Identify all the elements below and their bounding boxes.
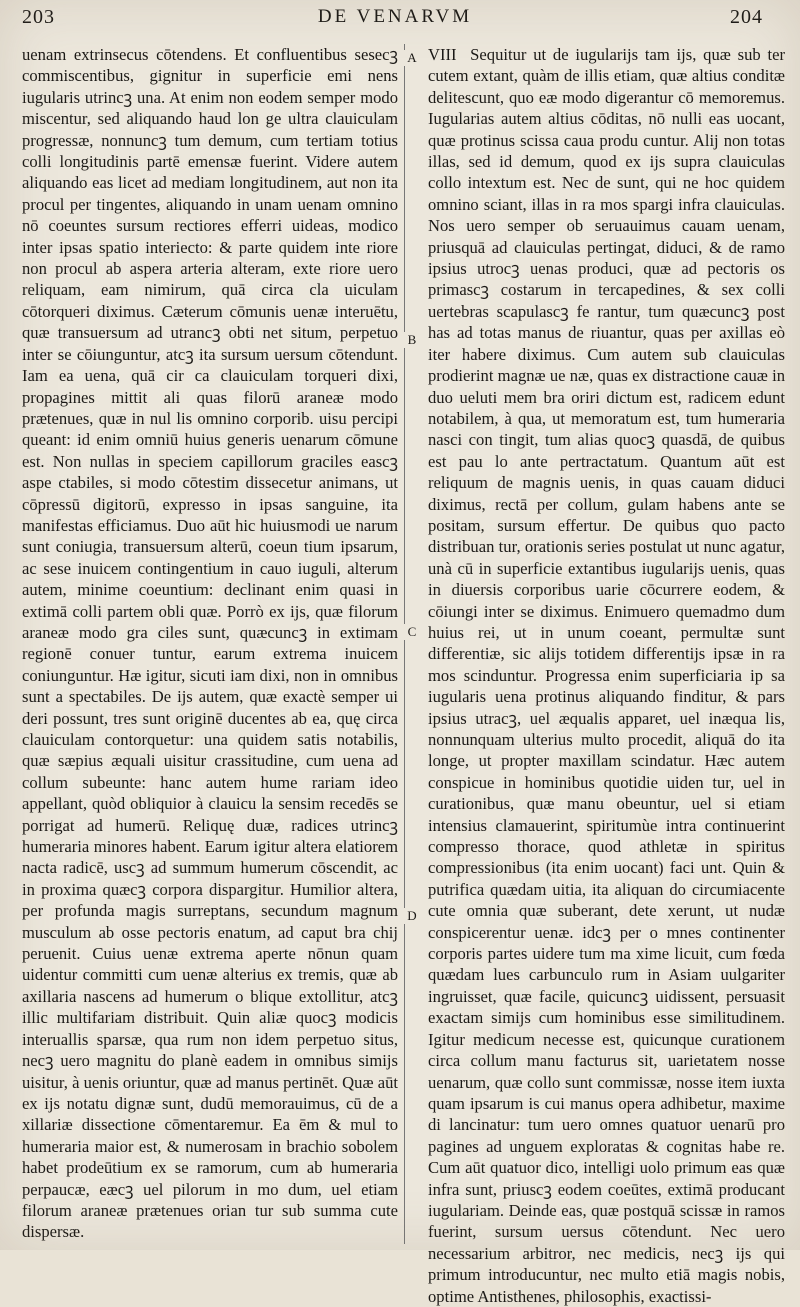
left-text-column <box>22 44 398 1246</box>
right-column-body: Sequitur ut de iugularijs tam ijs, quæ sub ter cutem extant, quàm de illis etiam, quæ altius conditæ delitescunt, quo eæ modo digerantur cō memoremus. Iugularias autem altius cōditas, nō nulli eas uocant, quæ protinus scissa caua produ cuntur. Alij non totas illas, sed id demum, quod ex ijs supra clauiculas collo intextum est. Nec de sunt, qui ne hoc quidem omnino sciant, illas in ra mos spargi infra clauiculas. Nos uero semper ob seruauimus cauam uenam, priusquā ad clauiculas pertingat, diduci, & de ramo ipsius utrocꝫ uenas produci, quæ ad pectoris os primascꝫ costarum in tercapedines, & sex colli uertebras scapulascꝫ fe rantur, tum quæcuncꝫ post has ad totas manus de riuantur, quas per axillas eò iter habere diximus. Cum autem sub clauiculas prodierint magnæ ue næ, quas ex distractione cauæ in duo ueluti mem bra oriri dictum est, radicem edunt notabilem, à qua, ut memoratum est, tum humeraria nasci con tingit, tum alias quocꝫ quasdā, de quibus est pau lo ante pertractatum. Quantum aūt est reliquum de magnis uenis, in quas cauam diduci diximus, rectā per collum, gulam habens ante se positam, sursum effertur. De quibus quo pacto distribuan tur, orationis series postulat ut nunc agatur, unà cū in superficie extantibus iugularijs uenis, quas in diuersis corporibus uarie cōcurrere eodem, & cōiungi inter se diximus. Enimuero quemadmo dum huius rei, ut in unum coeant, permultæ sunt differentiæ, sic alijs totidem differentijs ipsæ in ra mos scinduntur. Progressa enim superficiaria ip sa iugularis uena protinus aliquando finditur, & pars ipsius utracꝫ, uel æqualis apparet, uel inæqua lis, nonnunquam ulterius multo procedit, aliquā do ita longe, ut propter maxillam scindatur. Hæc autem conspicue in hominibus quotidie uiden tur, uel in curationibus, quæ manu obeuntur, uel si etiam intensius clamauerint, spiritumùe intra continuerint compresso thorace, quod athletæ in spiritus compressionibus (ita enim uocant) faci unt. Quin & putrifica quædam uitia, ita aliquan do circumiacente cute omnia quæ suberant, dete xerunt, ut nudæ conspicerentur uenæ. idcꝫ per o mnes continenter corporis partes uidere tum ma xime licuit, cum fœda quædam lues carbunculo rum in Asiam uulgariter ingruisset, quæ facile, quicuncꝫ uidissent, persuasit exactam simijs cum hominibus esse similitudinem. Igitur medicum necesse est, quicunque curationem circa collum manu facturus sit, uarietatem nosse uenarum, quæ collo sunt commissæ, nosse item iuxta quam ipsarum is cui manus opera adhibetur, maxime di lancinatur: tum uero omnes quatuor uenarū pro pagines ad unguem exploratas & cognitas habe re. Cum aūt quatuor dico, intelligi uolo primum eas quæ infra sunt, priuscꝫ eodem coeūtes, extimā producant iugulariam. Deinde eas, quæ postquā scissæ in ramos fuerint, sursum uersus cōtendunt. Nec uero necessarium arbitror, nec medicis, necꝫ ijs qui primum introducuntur, nec multo etiā magis nobis, optime Antisthenes, philosophis, exactissi- <box>428 45 786 1306</box>
margin-marker-b: B <box>400 332 424 348</box>
page-number-left: 203 <box>22 6 55 28</box>
left-column-text: uenam extrinsecus cōtendens. Et confluentibus sesecꝫ commiscentibus, gignitur in superficie emi nens iugularis utrincꝫ una. At enim non eodem semper modo miscentur, sed aliquando haud lon ge ultra clauiculam progressæ, nonnuncꝫ tum demum, cum tertiam totius colli longitudinis partē emensæ fuerint. Videre autem aliquando eas licet ad mediam longitudinem, aut non ita procul per tingentes, aliquando in unam uenam omnino nō coeuntes sursum rectiores efferri uideas, modico inter ipsas spatio interiecto: & parte quidem inte riore non procul ab aspera arteria alteram, exte riore uero reliquam, eam nimirum, quā circa cla uiculam cōtorqueri diximus. Cæterum cōmunis uenæ interuētu, quæ transuersum ad utrancꝫ obti net situm, perpetuo inter se cōiunguntur, atcꝫ ita sursum uersum cōtendunt. Iam ea uena, quā cir ca clauiculam torqueri dixi, propagines mittit ali quas filorū araneæ modo prætenues, quæ in nul lis omnino corporib. uisu percipi queant: id enim omniū huius generis uenarum cōmune est. Non nullas in speciem capillorum graciles eascꝫ aspe ctabiles, si modo cōtestim dissecetur animans, ut cōpressū digitorū, expresso in ipsas sanguine, ita manifestas efficiamus. Duo aūt hic huiusmodi ue narum sunt coniugia, transuersum alterū, coeun tium ipsarum, ac sese inuicem contingentium in cauo iuguli, alterum autem, minime coeuntium: declinant enim quasi in extimā colli partem obli quæ. Porrò ex ijs, quæ filorum araneæ modo gra ciles sunt, quæcuncꝫ in extimam regionē conuer tuntur, earum extrema inuicem coniunguntur. Hæ igitur, sicuti iam dixi, non in omnibus sunt a spectabiles. De ijs autem, quæ exactè semper ui deri possunt, tres sunt originē ducentes ab ea, quę circa clauiculam contorquetur: una quidem satis notabilis, quæ sæpius æquali uisitur crassitudine, cum uena ad collum subeunte: hanc autem hume rariam ideo appellant, quòd obliquior à clauicu la sensim recedēs se porrigat ad humerū. Reliquę duæ, radices utrincꝫ humeraria minores habent. Earum igitur altera elatiorem nacta radicē, uscꝫ ad summum humerum cōscendit, ac in proxima quæcꝫ corpora dispargitur. Humilior altera, per profunda magis surreptans, secundum magnum musculum ab osse pectoris enatum, ad caput bra chij peruenit. Cuius uenæ extrema aperte nōnun quam uidentur committi cum uenæ alterius ex tremis, quæ ab axillaria nascens ad humerum o blique extollitur, atcꝫ illic multifariam distribuit. Quin aliæ quocꝫ modicis interuallis sparsæ, qua rum non idem perpetuo situs, necꝫ uero magnitu do planè eadem in omnibus simijs uisitur, à uenis oriuntur, quæ ad manus pertinēt. Quæ aūt ex ijs notatu dignæ sunt, dudū memorauimus, cū de a xillariæ dissectione cōmentaremur. Ea ēm & mul to humeraria maior est, & numerosam in brachio sobolem habet prodeūtium ex se ramorum, cum ab humeraria perpaucæ, eæcꝫ uel pilorum in mo dum, uel etiam filorum araneæ prætenues orian tur sub summa cute dispersæ. <box>22 45 398 1242</box>
page-header <box>0 0 800 40</box>
margin-marker-a: A <box>400 50 424 66</box>
section-number: VIII <box>428 45 457 64</box>
right-text-column <box>428 44 786 1306</box>
margin-marker-c: C <box>400 624 424 640</box>
running-title: DE VENARVM <box>317 6 473 27</box>
page-number-right: 204 <box>730 6 763 28</box>
right-column-text <box>428 44 785 1307</box>
column-divider <box>404 44 405 1244</box>
margin-marker-d: D <box>400 908 424 924</box>
